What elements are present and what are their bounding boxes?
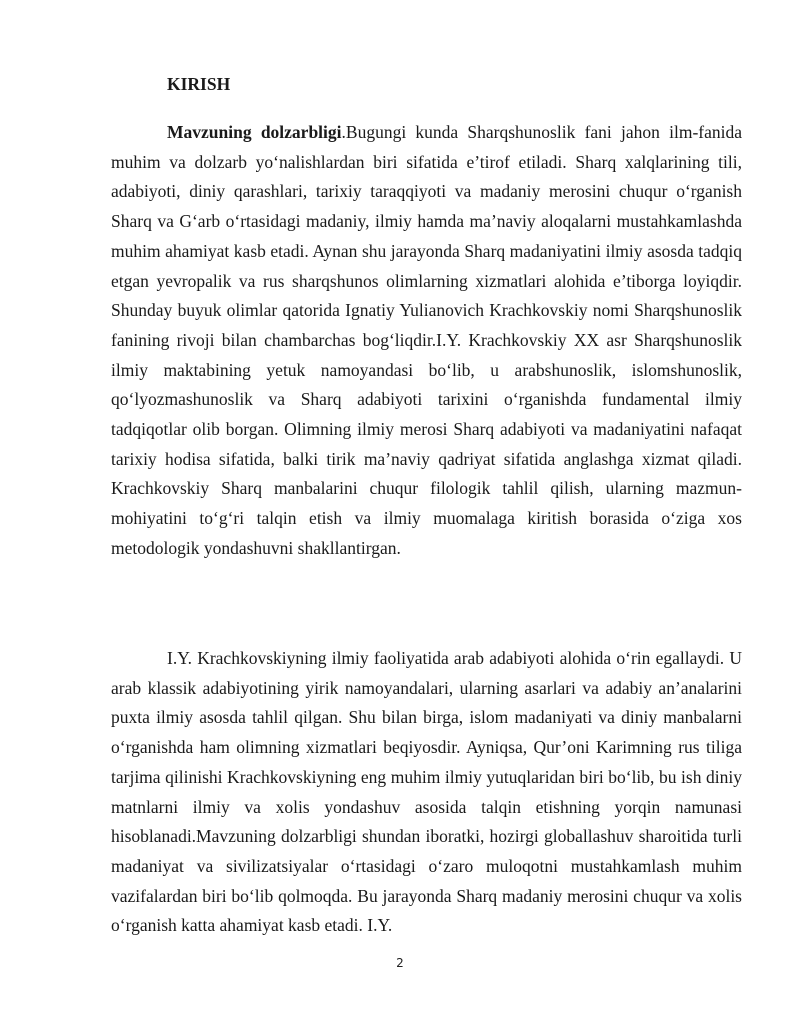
section-heading: KIRISH [167, 74, 231, 94]
paragraph-relevance [111, 118, 742, 564]
paragraph-arab-literature [111, 644, 742, 941]
paragraph-lead-term: Mavzuning dolzarbligi [167, 122, 342, 142]
paragraph-body: I.Y. Krachkovskiyning ilmiy faoliyatida arab adabiyoti alohida o‘rin egallaydi. U arab klassik adabiyotining yirik namoyandalari, ularning asarlari va adabiy an’analarini puxta ilmiy asosda tahlil qilgan. Shu bilan birga, islom madaniyati va diniy manbalarni o‘rganishda ham olimning xizmatlari beqiyosdir. Ayniqsa, Qur’oni Karimning rus tiliga tarjima qilinishi Krachkovskiyning eng muhim ilmiy yutuqlaridan biri bo‘lib, bu ish diniy matnlarni ilmiy va xolis yondashuv asosida talqin etishning yorqin namunasi hisoblanadi.Mavzuning dolzarbligi shundan iboratki, hozirgi globallashuv sharoitida turli madaniyat va sivilizatsiyalar o‘rtasidagi o‘zaro muloqotni mustahkamlash muhim vazifalardan biri bo‘lib qolmoqda. Bu jarayonda Sharq madaniy merosini chuqur va xolis o‘rganish katta ahamiyat kasb etadi. I.Y. [111, 648, 742, 936]
paragraph-body: .Bugungi kunda Sharqshunoslik fani jahon ilm-fanida muhim va dolzarb yo‘nalishlardan biri sifatida e’tirof etiladi. Sharq xalqlarining tili, adabiyoti, diniy qarashlari, tarixiy taraqqiyoti va madaniy merosini chuqur o‘rganish Sharq va G‘arb o‘rtasidagi madaniy, ilmiy hamda ma’naviy aloqalarni mustahkamlashda muhim ahamiyat kasb etadi. Aynan shu jarayonda Sharq madaniyatini ilmiy asosda tadqiq etgan yevropalik va rus sharqshunos olimlarning xizmatlari alohida e’tiborga loyiqdir. Shunday buyuk olimlar qatorida Ignatiy Yulianovich Krachkovskiy nomi Sharqshunoslik fanining rivoji bilan chambarchas bog‘liqdir.I.Y. Krachkovskiy XX asr Sharqshunoslik ilmiy maktabining yetuk namoyandasi bo‘lib, u arabshunoslik, islomshunoslik, qo‘lyozmashunoslik va Sharq adabiyoti tarixini o‘rganishda fundamental ilmiy tadqiqotlar olib borgan. Olimning ilmiy merosi Sharq adabiyoti va madaniyatini nafaqat tarixiy hodisa sifatida, balki tirik ma’naviy qadriyat sifatida anglashga xizmat qiladi. Krachkovskiy Sharq manbalarini chuqur filologik tahlil qilish, ularning mazmun-mohiyatini to‘g‘ri talqin etish va ilmiy muomalaga kiritish borasida o‘ziga xos metodologik yondashuvni shakllantirgan. [111, 122, 743, 558]
page-number: 2 [396, 956, 404, 970]
